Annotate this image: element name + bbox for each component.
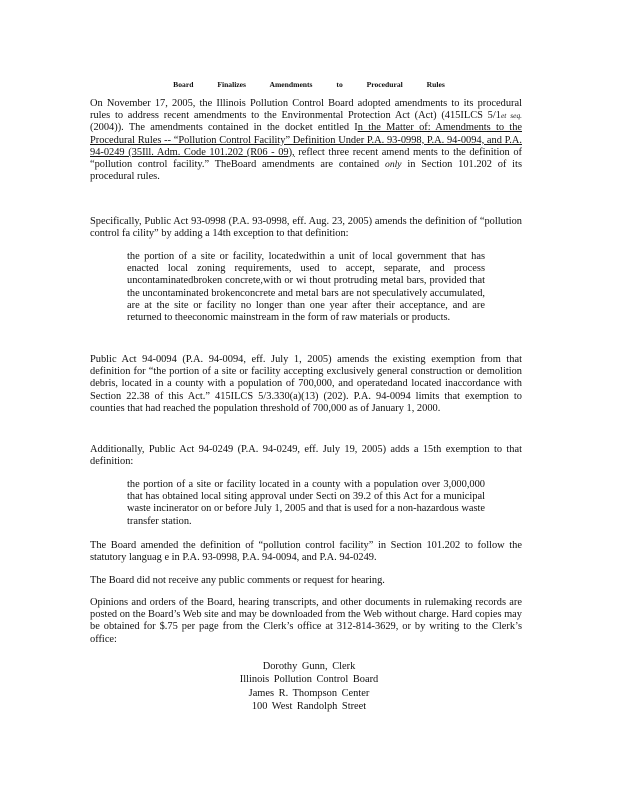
docket-title: n the Matter of: Amendments to the Procedural Rules -- “Pollution Control Facility” Definition Under P.A. 93-0998, P.A. 94-0094, and P.A. 94-0249 (35Ill. Adm. Code 101.202 (R06 - 09),: [90, 122, 522, 158]
paragraph-documents-access: Opinions and orders of the Board, hearing transcripts, and other documents in rulemaking records are posted on the Board’s Web site and may be downloaded from the Web without charge. Hard copies may be obtained for $.75 per page from the Clerk’s office at 312-814-3629, or by writing to the Clerk’s office:: [90, 597, 522, 645]
paragraph-pa-94-0094: Public Act 94-0094 (P.A. 94-0094, eff. July 1, 2005) amends the existing exemption from that definition for “the portion of a site or facility accepting exclusively general construction or demolition debris, located in a county with a population of 700,000, and operatedand located inaccordance with Section 22.38 of this Act.” 415ILCS 5/3.330(a)(13) (202). P.A. 94-0094 limits that exemption to counties that had reached the population threshold of 700,000 as of January 1, 2000.: [90, 354, 522, 414]
paragraph-adoption-text-b: (2004)). The amendments contained in the docket entitled I: [90, 122, 358, 134]
address-line-center: James R. Thompson Center: [248, 687, 370, 699]
quote-15th-exemption: the portion of a site or facility located in a county with a population over 3,000,000 that has obtained local siting approval under Secti on 39.2 of this Act for a municipal waste incinerator on or before July 1, 2005 and that is used for a non-hazardous waste transfer station.: [127, 479, 485, 527]
address-line-board: Illinois Pollution Control Board: [239, 674, 379, 686]
document-title: Board Finalizes Amendments to Procedural Rules: [173, 80, 445, 89]
paragraph-adoption-text-c: reflect three recent amend ments to the definition of “pollution control facility.” TheBoard amendments are contained: [90, 146, 522, 171]
clerk-address: [0, 660, 618, 714]
paragraph-adoption: [90, 98, 522, 183]
paragraph-adoption-text-d: in Section 101.202 of its procedural rules.: [90, 159, 522, 183]
address-line-clerk: Dorothy Gunn, Clerk: [262, 661, 356, 672]
paragraph-board-amended: The Board amended the definition of “pollution control facility” in Section 101.202 to follow the statutory languag e in P.A. 93-0998, P.A. 94-0094, and P.A. 94-0249.: [90, 540, 522, 564]
paragraph-adoption-text-a: On November 17, 2005, the Illinois Pollution Control Board adopted amendments to its procedural rules to address recent amendments to the Environmental Protection Act (Act) (415ILCS 5/1: [90, 98, 522, 122]
only-text: only: [385, 159, 402, 171]
et-seq-text: et seq.: [500, 111, 523, 121]
address-line-street: 100 West Randolph Street: [251, 701, 367, 713]
paragraph-no-comments: The Board did not receive any public comments or request for hearing.: [90, 575, 385, 586]
paragraph-pa-94-0249: Additionally, Public Act 94-0249 (P.A. 94-0249, eff. July 19, 2005) adds a 15th exemption to that definition:: [90, 444, 522, 468]
quote-14th-exception: the portion of a site or facility, locatedwithin a unit of local government that has enacted local zoning requirements, used to accept, separate, and process uncontaminatedbroken concrete,with or wi thout protruding metal bars, provided that the uncontaminated brokenconcrete and metal bars are not speculatively accumulated, are at the site or facility no longer than one year after their acceptance, and are returned to theeconomic mainstream in the form of raw materials or products.: [127, 251, 485, 324]
paragraph-pa-93-0998: Specifically, Public Act 93-0998 (P.A. 93-0998, eff. Aug. 23, 2005) amends the definition of “pollution control fa cility” by adding a 14th exception to that definition:: [90, 216, 522, 240]
